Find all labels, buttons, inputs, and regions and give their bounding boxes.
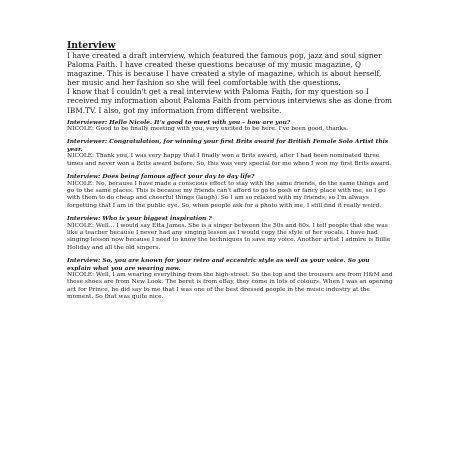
qa-block bbox=[67, 173, 394, 210]
interview-question: Interview: So, you are known for your retro and eccentric style as well as your voice. So you explain what you are wearing now. bbox=[67, 257, 370, 272]
interview-answer: NICOLE: Good to be finally meeting with you, very excited to be here. I've been good, thanks. bbox=[67, 126, 348, 133]
qa-block bbox=[67, 215, 394, 252]
interview-question: Interview: Does being famous affect your day to day life? bbox=[67, 173, 255, 181]
interview-answer: NICOLE: Well, I am wearing everything from the high-street. So the top and the trousers are from H&M and these shoes are from New Look. The beret is from eBay, they come in lots of colours. When I was an opening act for Prince, he did say to me that I was one of the best dressed people in the music industry at the moment. So that was quite nice. bbox=[67, 271, 393, 301]
interview-answer: NICOLE: No, because I have made a conscious effect to stay with the same friends, do the same things and go to the same places. This is because my friends can't afford to go to posh or fancy place with me, so I go with them to do cheap and cheerful things (laugh). So I am so relaxed with my friends, so I'm always forgetting that I am in the public eye. So, when people ask for a photo with me, I still find it really weird. bbox=[67, 180, 389, 209]
qa-block bbox=[67, 119, 394, 134]
page-title: Interview bbox=[67, 40, 116, 51]
interview-question: Interviewer: Hello Nicole. It's good to meet with you – how are you? bbox=[67, 118, 291, 126]
intro-paragraph: I know that I couldn't get a real interview with Paloma Faith, for my question so I received my information about Paloma Faith from pervious interviews she as done from IBM.TV. I also, got my information from different website. bbox=[67, 87, 392, 115]
intro-paragraph: I have created a draft interview, which featured the famous pop, jazz and soul signer Paloma Faith. I have created these questions because of my music magazine, Q magazine. This is because I have created a style of magazine, which is about herself, her music and her fashion so she will feel comfortable with the questions. bbox=[67, 51, 382, 88]
interview-question: Interviewer: Congratulation, for winning your first Brits award for British Female Solo Artist this year. bbox=[67, 138, 389, 153]
qa-block bbox=[67, 138, 394, 168]
qa-block bbox=[67, 257, 394, 301]
interview-question: Interview: Who is your biggest inspiration ? bbox=[67, 215, 212, 223]
interview-answer: NICOLE: Thank you, I was very happy that I finally won a Brits award, after I had been nominated three times and never won a Brits award before. So, this was very special for me when I won my first Brits award. bbox=[67, 153, 392, 167]
interview-answer: NICOLE: Well... I would say Etta James. She is a singer between the 50s and 60s. I tell people that she was like a teacher because I never had any singing lesson as I would copy the style of her vocals. I have had singing lesson now because I need to know the techniques to save my voice. Another artist I admire is Billie Holiday and all the old singers. bbox=[67, 222, 391, 251]
intro-section bbox=[67, 51, 394, 115]
